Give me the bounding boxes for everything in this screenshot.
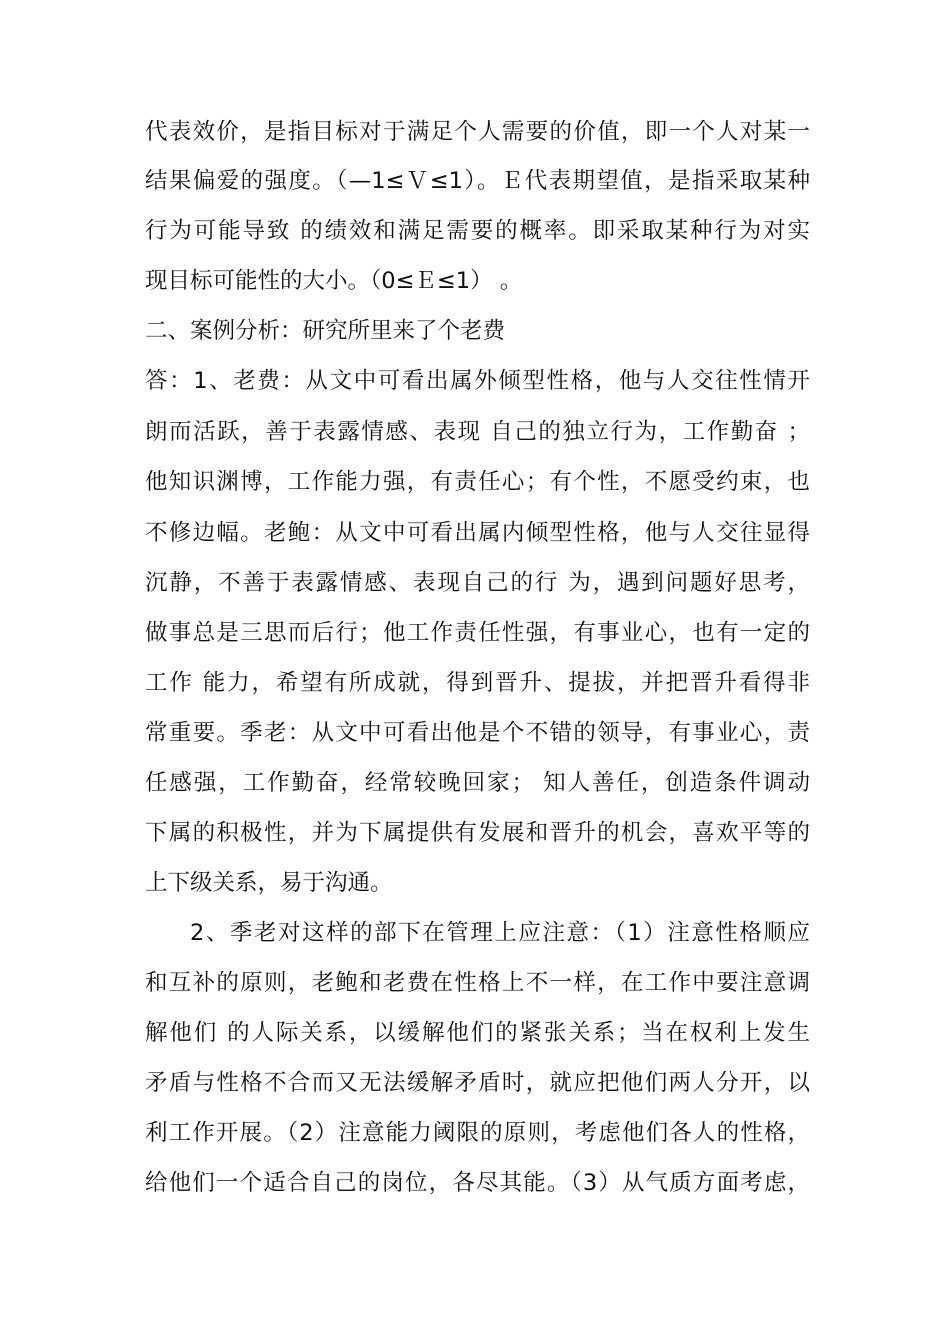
text-line: 给他们一个适合自己的岗位，各尽其能。（3）从气质方面考虑， (145, 1170, 810, 1196)
text-line: 常重要。季老：从文中可看出他是个不错的领导，有事业心，责 (145, 720, 810, 746)
text-line: 行为可能导致 的绩效和满足需要的概率。即采取某种行为对实 (145, 218, 810, 244)
text-line: 和互补的原则，老鲍和老费在性格上不一样，在工作中要注意调 (145, 970, 810, 996)
text-line: 答：1、老费：从文中可看出属外倾型性格，他与人交往性情开 (145, 368, 810, 394)
text-line: 结果偏爱的强度。（—1≤Ｖ≤1）。Ｅ代表期望值，是指采取某种 (145, 168, 810, 194)
text-line: 现目标可能性的大小。（0≤Ｅ≤1） 。 (145, 268, 523, 294)
text-line: 2、季老对这样的部下在管理上应注意：（1）注意性格顺应 (190, 920, 810, 946)
text-line: 利工作开展。（2）注意能力阈限的原则，考虑他们各人的性格， (145, 1120, 810, 1146)
text-line: 下属的积极性，并为下属提供有发展和晋升的机会，喜欢平等的 (145, 820, 810, 846)
text-line: 代表效价，是指目标对于满足个人需要的价值，即一个人对某一 (145, 119, 810, 145)
section-heading: 二、案例分析：研究所里来了个老费 (145, 318, 506, 344)
text-line: 矛盾与性格不合而又无法缓解矛盾时，就应把他们两人分开，以 (145, 1070, 810, 1096)
text-line: 上下级关系，易于沟通。 (145, 870, 393, 896)
text-line: 做事总是三思而后行；他工作责任性强，有事业心，也有一定的 (145, 620, 810, 646)
text-line: 沉静，不善于表露情感、表现自己的行 为，遇到问题好思考， (145, 570, 810, 596)
text-line: 工作 能力，希望有所成就，得到晋升、提拔，并把晋升看得非 (145, 670, 810, 696)
text-line: 他知识渊博，工作能力强，有责任心；有个性，不愿受约束，也 (145, 469, 810, 495)
text-line: 朗而活跃，善于表露情感、表现 自己的独立行为，工作勤奋 ； (145, 419, 810, 445)
text-line: 解他们 的人际关系，以缓解他们的紧张关系；当在权利上发生 (145, 1020, 810, 1046)
text-line: 任感强，工作勤奋，经常较晚回家； 知人善任，创造条件调动 (145, 770, 810, 796)
text-line: 不修边幅。老鲍：从文中可看出属内倾型性格，他与人交往显得 (145, 520, 810, 546)
